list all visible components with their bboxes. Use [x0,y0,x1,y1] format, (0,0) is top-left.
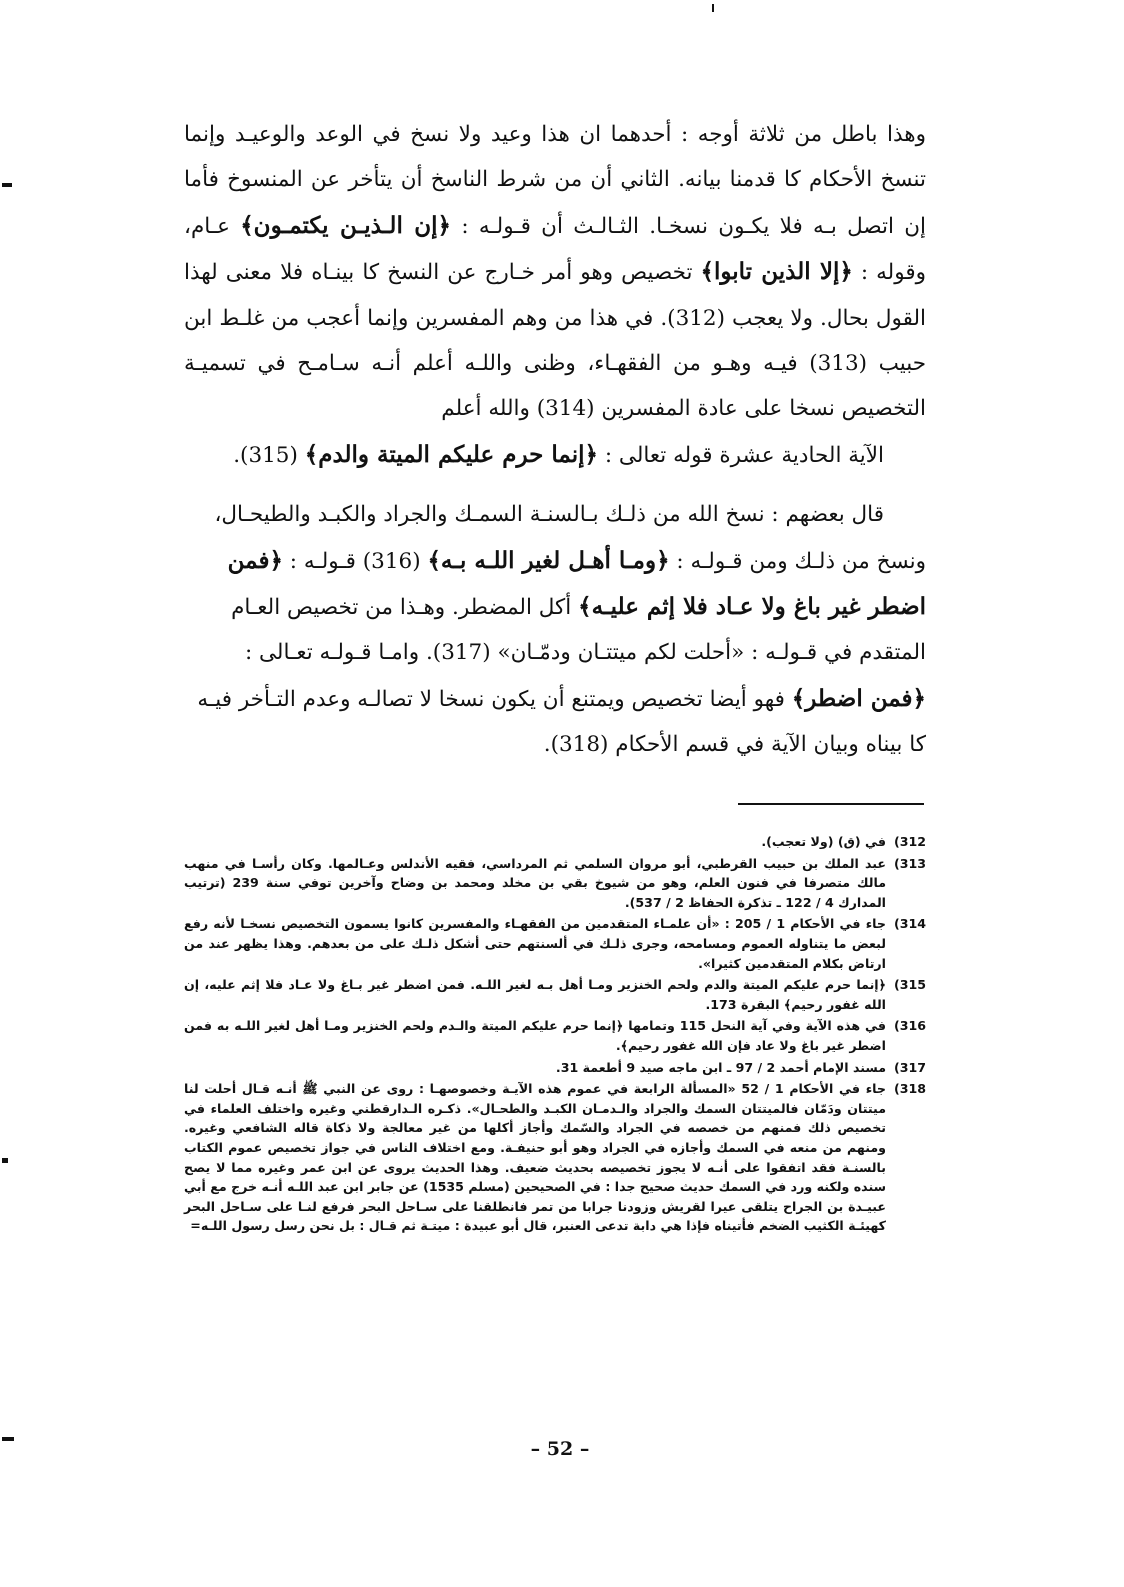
scan-mark-top [2,183,12,187]
footnote [184,975,926,1014]
text-run: فهو أيضا تخصيص ويمتنع أن يكون نسخا لا تصالـه وعدم التـأخر فيـه كا بيناه وبيان الآية في قسم الأحكام (318). [197,686,926,758]
footnote-number: 315) [893,977,926,993]
footnote-text: مسند الإمام أحمد 2 / 97 ـ ابن ماجه صيد 9 أطعمة 31. [555,1059,886,1075]
text-run: (316) قـولـه : [282,548,428,574]
footnote [184,832,926,852]
footnote-text: في (ق) (ولا تعجب). [761,834,886,849]
text-run: عـام، وقوله : [184,213,926,286]
footnote [184,854,926,913]
text-run: تخصيص وهو أمر خـارج عن النسخ كا بينـاه فلا معنى لهذا القول بحال. ولا يعجب (312). في هذا من وهم المفسرين وإنما أعجب من غلـط ابن حبيب (313) فيـه وهـو من الفقهـاء، وظنى واللـه أعلم أنـه سـامـح في تسميـة التخصيص نسخا على عادة المفسرين (314) والله أعلم [184,260,926,422]
main-body-text [184,112,926,768]
paragraph-1 [184,112,926,432]
text-run: قال بعضهم : نسخ الله من ذلـك بـالسنـة السمـك والجراد والكبـد والطيحـال، ونسخ من ذلـك ومن قـولـه : [214,502,926,574]
footnote [184,1079,926,1236]
footnote-number: 317) [893,1059,926,1075]
text-run: أكل المضطر. وهـذا من تخصيص العـام المتقدم في قـولـه : «أحلت لكم ميتتـان ودمّـان» (317). وامـا قـولـه تعـالى : [231,595,926,666]
footnote [184,1016,926,1055]
quran-quote: ﴿إن الـذيـن يكتمـون﴾ [240,211,452,239]
footnote-number: 313) [893,855,926,871]
footnote-text: ﴿إنما حرم عليكم الميتة والدم ولحم الخنزير ومـا أهل بـه لغير اللـه. فمن اضطر غير بـاغ ولا عـاد فلا إثم عليه، إن الله غفور رحيم﴾ البقرة 173. [184,977,886,1012]
footnote-number: 312) [893,834,926,849]
paragraph-3 [184,492,926,767]
footnote [184,914,926,973]
text-run: الآية الحادية عشرة قوله تعالى : [597,442,884,468]
text-run: وهذا باطل من ثلاثة أوجه : أحدهما ان هذا وعيد ولا نسخ في الوعد والوعيـد وإنما تنسخ الأحكام كا قدمنا بيانه. الثاني أن من شرط الناسخ أن يتأخر عن المنسوخ فأما إن اتصل بـه فلا يكـون نسخـا. الثـالـث أن قـولـه : [184,122,926,239]
footnote [184,1058,926,1078]
footnotes [184,832,926,1238]
scan-mark-top-center [712,4,714,12]
text-run: (315). [233,442,305,468]
quran-quote: ﴿إنما حرم عليكم الميتة والدم﴾ [304,440,598,468]
footnote-number: 318) [893,1081,926,1097]
quran-quote: ﴿إلا الذين تابوا﴾ [700,258,853,286]
footnote-text: جاء في الأحكام 1 / 52 «المسألة الرابعة في عموم هذه الآيـة وخصوصهـا : روى عن النبي ﷺ أنـه قـال أحلت لنا ميتتان ودَمّان فالميتتان السمك والجراد والـدمـان الكبـد والطحـال». ذكـره الـدارقطني وغيره واختلف العلماء في تخصيص ذلك فمنهم من خصصه في الجراد والسّمك وأجاز أكلها من غير معالجة ولا ذكاة قاله الشافعي وغيره. ومنهم من منعه في السمك وأجازه في الجراد وهو أبو حنيفـة. ومع اختلاف الناس في جواز تخصيص عموم الكتاب بالسنـة فقد اتفقوا على أنـه لا يجوز تخصيصه بحديث ضعيف. وهذا الحديث يروى عن ابن عمر وغيره مما لا يصح سنده ولكنه ورد في السمك حديث صحيح جدا : في الصحيحين (مسلم 1535) عن جابر ابن عبد اللـه أنـه خرج مع أبي عبيـدة بن الجراح يتلقى عيرا لقريش وزودنا جرابا من تمر فانطلقنا على سـاحل البحر فرفع لنـا على سـاحل البحر كهيئـة الكثيب الضخم فأتيناه فإذا هي دابة تدعى العنبر، قال أبو عبيدة : ميتـة ثم قـال : بل نحن رسل رسول اللـه= [184,1081,886,1234]
quran-quote: ﴿فمن اضطر﴾ [791,684,926,712]
footnote-text: عبد الملك بن حبيب القرطبي، أبو مروان السلمي ثم المرداسي، فقيه الأندلس وعـالمها. وكان رأسـا في منهب مالك متصرفا في فنون العلم، وهو من شيوخ بقي بن مخلد ومحمد بن وضاح وآخرين توفي سنة 239 (ترتيب المدارك 4 / 122 ـ تذكرة الحفاظ 2 / 537). [184,855,887,910]
scan-mark-bottom [2,1437,14,1441]
quran-quote: ﴿فمن اضطر غير باغ ولا عـاد فلا إثم عليـه﴾ [227,546,926,621]
paragraph-2-verse-heading [184,432,926,478]
footnote-number: 314) [893,916,926,932]
footnote-number: 316) [893,1018,926,1034]
page-number: – 52 – [530,1438,590,1460]
footnote-text: في هذه الآية وفي آية النحل 115 وتمامها ﴿إنما حرم عليكم الميتة والـدم ولحم الخنزير ومـا أهل لغير اللـه به فمن اضطر غير باغ ولا عاد فإن الله غفور رحيم﴾. [184,1018,886,1053]
footnote-separator [738,803,924,805]
scan-mark-middle [2,1158,8,1163]
footnote-text: جاء في الأحكام 1 / 205 : «أن علمـاء المتقدمين من الفقهـاء والمفسرين كانوا يسمون التخصيص نسخـا لأنه رفع لبعض ما يتناوله العموم ومسامحه، وجرى ذلـك في ألسنتهم حتى أشكل ذلـك على من بعدهم. وهذا يظهر عند من ارتاض بكلام المتقدمين كثيرا». [184,916,886,971]
quran-quote: ﴿ومـا أهـل لغير اللـه بـه﴾ [427,546,670,574]
